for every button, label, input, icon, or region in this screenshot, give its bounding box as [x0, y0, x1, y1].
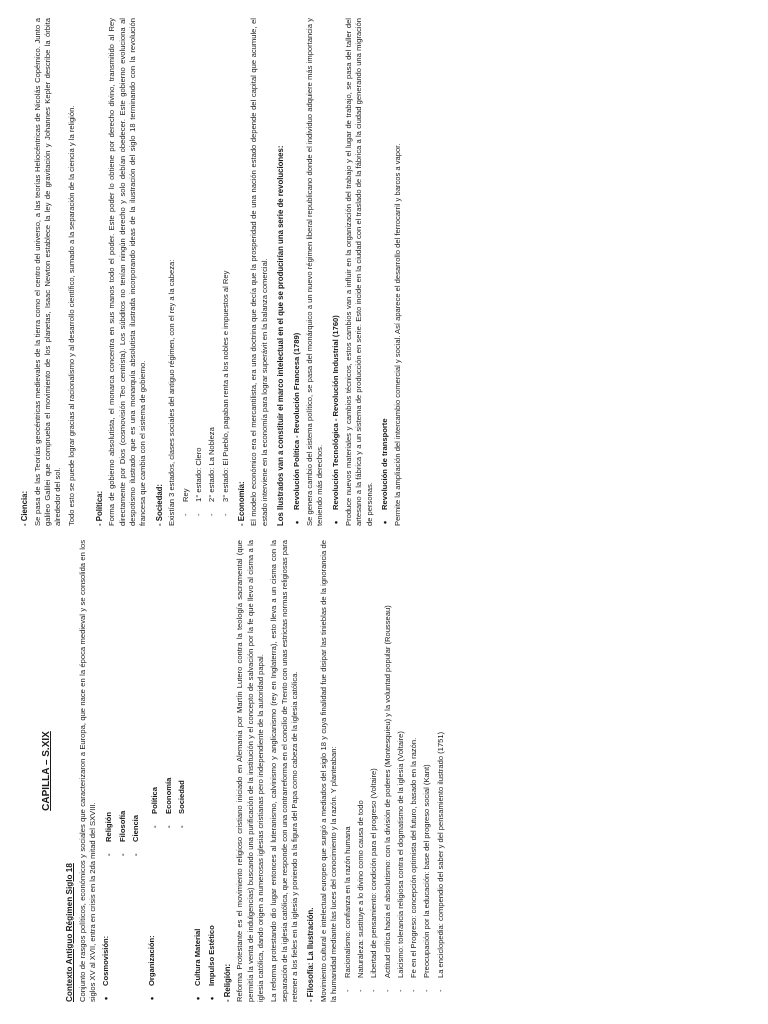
revoluciones-heading: Los Ilustrados van a constituir el marco intelectual en el que se producirían una serie de revoluciones: — [276, 145, 286, 526]
filosofia-text: Movimiento cultural e intelectual europeo que surgió a mediados del siglo 18 y cuya finalidad fue disipar las tinieblas de la ignorancia de la humanidad mediante las luces del conocimiento y la razón. Y planteaban: — [318, 540, 339, 1002]
ciencia-paragraph-2: Todo esto se puede lograr gracias al racionalismo y al desarrollo científico, sumado a la separación de la ciencia y la religión. — [66, 105, 76, 526]
organizacion-label: • Organización: — [147, 866, 157, 1002]
impulso-estetico-label: • Impulso Estético — [207, 540, 217, 1002]
sociedad-text: Existían 3 estados, clases sociales del antiguo régimen, con el rey a la cabeza: — [167, 259, 177, 526]
revolucion-industrial-text: Produce nuevos materiales y cambios técnicos, estos cambios van a influir en la organización del trabajo y el lugar de trabajo, se pasa del taller del artesano a la fábrica y a un sistema de producción en serie. Esto incide en la ciudad con el traslado de la fábrica a la ciudad generando una migración de personas. — [343, 18, 374, 526]
cultura-material-label: • Cultura Material — [193, 540, 203, 1002]
filosofia-item: - Actitud crítica hacia el absolutismo: con la división de poderes (Montesquieu) y la voluntad popular (Rousseau) — [383, 540, 393, 1002]
context-heading: Contexto Antiguo Régimen Siglo 18 — [64, 863, 74, 1002]
context-text: Conjunto de rasgos políticos, económicos y sociales que caracterizaron a Europa, que nace en la época medieval y se consolida en los siglos XV al XVII, entra en crisis en la 2da mitad del SXVIII. — [77, 540, 98, 1002]
politica-heading: - Política: — [94, 490, 104, 526]
filosofia-heading: - Filosofía: La Ilustración. — [306, 907, 316, 1002]
organizacion-list — [147, 778, 190, 866]
cosmovision-item: - Religión — [104, 811, 114, 866]
cosmovision-label: • Cosmovisión: — [101, 866, 111, 1002]
filosofia-list — [343, 540, 447, 1002]
ciencia-heading: - Ciencia: — [20, 490, 29, 526]
revolucion-industrial-label: • Revolución Tecnológica - Revolución Industrial (1760) — [331, 18, 341, 526]
economia-heading: - Economía: — [236, 481, 246, 526]
sociedad-list — [181, 18, 231, 526]
organizacion-item: - Política — [150, 778, 160, 866]
revolucion-francesa-label: • Revolución Política - Revolución Francesa (1789) — [292, 18, 302, 526]
revolucion-transporte-text: Permite la ampliación del intercambio comercial y social. Así aparece el desarrollo del ferrocarril y barcos a vapor. — [393, 143, 403, 526]
politica-text: Forma de gobierno absolutista, el monarca concentra en sus manos todo el poder. Este poder lo obtiene por derecho divino, transmitido al Rey directamente por Dios (cosmovisión Teo centrista). Los súbditos no tenían ningún derecho y solo debían obedecer. Este gobierno evoluciona al despotismo ilustrado que es una monarquía absolutista ilustrada incorporando ideas de la ilustración del siglo 18 terminando con la revolución francesa que cambia con el sistema de gobierno. — [107, 18, 148, 526]
cosmovision-item: - Ciencia — [131, 811, 141, 866]
page-title: CAPILLA – S.XIX — [41, 731, 52, 811]
filosofia-item: - Naturaleza: sustituye a lo divino como causa de todo — [356, 540, 366, 1002]
sociedad-item: - 1° estado: Clero — [194, 18, 204, 526]
revolucion-francesa-text: Se genera cambio del sistema político, se pasa del monárquico a un nuevo régimen liberal republicano donde el individuo adquiere más importancia y teniendo más derechos. — [304, 18, 325, 526]
religion-heading: - Religión: — [222, 963, 232, 1002]
organizacion-item: - Economía — [164, 778, 174, 866]
organizacion-item: - Sociedad — [177, 778, 187, 866]
filosofia-item: - Laicismo: tolerancia religiosa contra el dogmatismo de la iglesia (Voltaire) — [396, 540, 406, 1002]
left-column — [0, 540, 768, 1002]
right-column — [0, 18, 768, 526]
filosofia-item: - Racionalismo: confianza en la razón humana — [343, 540, 353, 1002]
economia-text: El modelo económico era el mercantilista, era una doctrina que decía que la prosperidad de una nación estado depende del capital que acumule, el estado interviene en la economía para lograr superávit en la balanza comercial. — [249, 18, 269, 526]
filosofia-item: - Libertad de pensamiento: condición para el progreso (Voltaire) — [369, 540, 379, 1002]
cosmovision-item: - Filosofía — [118, 811, 128, 866]
filosofia-item: - La enciclopedia: compendio del saber y del pensamiento ilustrado (1751) — [436, 540, 446, 1002]
cosmovision-list — [101, 811, 144, 866]
sociedad-item: - 3° estado: El Pueblo, pagaban renta a los nobles e impuestos al Rey — [221, 18, 231, 526]
revolucion-transporte-label: • Revolución de transporte — [380, 18, 390, 526]
sociedad-item: - 2° estado: La Nobleza — [207, 18, 217, 526]
ciencia-paragraph-1: Se pasa de las Teorías geocéntricas medievales de la tierra como el centro del universo, a las teorías Heliocéntricas de Nicolás Copérnico. Junto a galileo Galilei que comprueba el movimiento de los planetas, Isaac Newton establece la ley de gravitación y Johannes Kepler describe la órbita alrededor del sol. — [32, 18, 63, 526]
sociedad-item: - Rey — [181, 18, 191, 526]
filosofia-item: - Fe en el Progreso: concepción optimista del futuro, basado en la razón. — [409, 540, 419, 1002]
filosofia-item: - Preocupación por la educación: base del progreso social (Kant) — [422, 540, 432, 1002]
religion-paragraph-2: La reforma protestando dio lugar entonces al luteranismo, calvinismo y anglicanismo (rey en Inglaterra), esto lleva a un cisma con la separación de la iglesia católica, que responde con una contrarreforma en el concilio de Trento con unas estrictas normas religiosas para retener a los fieles en la iglesia y poniendo a la figura del Papa como cabeza de la iglesia católica. — [269, 540, 300, 1002]
organizacion-row — [147, 540, 190, 1002]
religion-paragraph-1: Reforma Protestante es el movimiento religioso cristiano iniciado en Alemania por Martín Lutero contra la teología sacramental (que permitía la venta de indulgencias) buscando una purificación de la institución y el concepto de salvación por la fe que llevo al cisma a la iglesia católica, dando origen a numerosas iglesias cristianas pero independiente de la autoridad papal. — [235, 540, 266, 1002]
cosmovision-row — [101, 540, 144, 1002]
sociedad-heading: - Sociedad: — [154, 483, 164, 526]
